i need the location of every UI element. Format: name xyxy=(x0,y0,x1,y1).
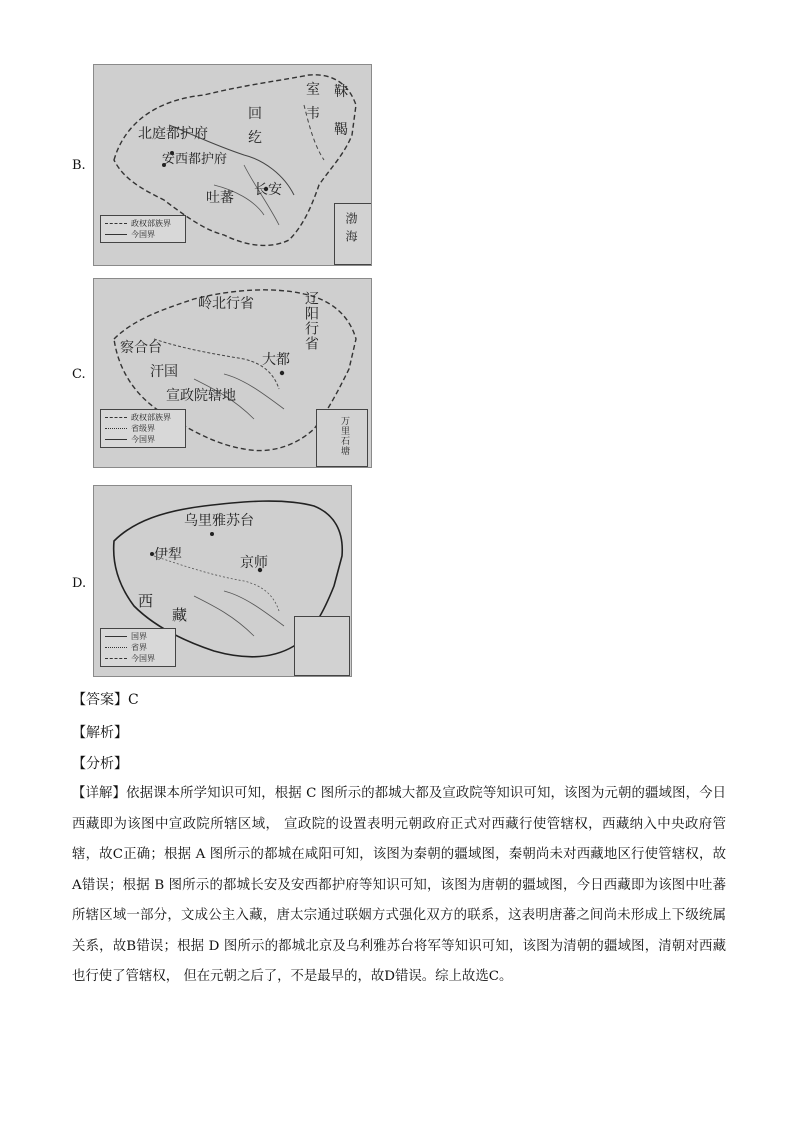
map-b-huihe-2: 纥 xyxy=(248,130,262,146)
answer-line xyxy=(72,689,139,709)
map-c-lingbei: 岭北行省 xyxy=(198,296,254,312)
map-d-xizang-2: 藏 xyxy=(172,606,188,624)
map-d-uliastai: 乌里雅苏台 xyxy=(184,513,254,529)
map-d xyxy=(93,485,352,677)
map-b-anxi: 安西都护府 xyxy=(162,152,228,167)
answer-value: C xyxy=(128,692,139,708)
map-b-inset xyxy=(334,203,372,265)
map-d-legend-1: 国界 xyxy=(131,632,147,641)
fenxi-label: 【分析】 xyxy=(72,756,128,772)
map-b xyxy=(93,64,372,266)
option-b-label: B. xyxy=(72,158,86,173)
map-b-changan: 长安 xyxy=(254,182,282,198)
map-b-shiwei-2: 韦 xyxy=(306,106,320,122)
map-c-inset-label: 万里石塘 xyxy=(339,416,349,456)
map-b-beiting: 北庭都护府 xyxy=(138,126,208,142)
map-c-legend-3: 今国界 xyxy=(131,435,155,444)
map-d-legend-2: 省界 xyxy=(131,643,147,652)
map-c-legend xyxy=(100,409,186,448)
map-b-shiwei-1: 室 xyxy=(306,82,320,98)
map-d-legend xyxy=(100,628,176,667)
answer-label: 【答案】 xyxy=(72,692,128,708)
map-b-tubo: 吐蕃 xyxy=(206,190,234,206)
map-c-chahetai-1: 察合台 xyxy=(120,340,162,356)
map-c-legend-2: 省级界 xyxy=(131,424,155,433)
option-c-label: C. xyxy=(72,367,86,382)
map-d-jingshi: 京师 xyxy=(240,555,268,571)
map-c-chahetai-2: 汗国 xyxy=(150,364,178,380)
map-c xyxy=(93,278,372,468)
detail-label: 【详解】 xyxy=(72,786,127,801)
map-c-liaoyang: 辽阳行省 xyxy=(303,291,319,351)
map-b-legend-2: 今国界 xyxy=(131,230,155,239)
detail-paragraph xyxy=(72,779,726,993)
map-c-inset xyxy=(316,409,368,467)
map-d-inset xyxy=(294,616,350,676)
detail-text: 依据课本所学知识可知，根据 C 图所示的都城大都及宣政院等知识可知，该图为元朝的疆域图，今日西藏即为该图中宣政院所辖区域， 宣政院的设置表明元朝政府正式对西藏行使管辖权，西藏纳入中央政府管辖，故C正确；根据 A 图所示的都城在咸阳可知，该图为秦朝的疆域图，秦朝尚未对西藏地区行使管辖权，故A错误；根据 B 图所示的都城长安及安西都护府等知识可知，该图为唐朝的疆域图，今日西藏即为该图中吐蕃所辖区域一部分，文成公主入藏，唐太宗通过联姻方式强化双方的联系，这表明唐蕃之间尚未形成上下级统属关系，故B错误；根据 D 图所示的都城北京及乌利雅苏台将军等知识可知，该图为清朝的疆域图，清朝对西藏也行使了管辖权， 但在元朝之后了，不是最早的，故D错误。综上故选C。 xyxy=(72,786,727,984)
map-b-legend-1: 政权部族界 xyxy=(131,219,171,228)
map-b-mohe-1: 靺 xyxy=(334,84,348,100)
map-d-xizang-1: 西 xyxy=(138,592,154,610)
analysis-label: 【解析】 xyxy=(72,725,128,741)
map-c-legend-1: 政权部族界 xyxy=(131,413,171,422)
map-d-legend-3: 今国界 xyxy=(131,654,155,663)
map-b-sea: 渤 海 xyxy=(344,212,358,243)
map-b-legend xyxy=(100,215,186,243)
option-d-label: D. xyxy=(72,576,87,591)
map-c-dadu: 大都 xyxy=(262,352,290,368)
map-b-huihe-1: 回 xyxy=(248,106,262,122)
map-c-xuanzhengyuan: 宣政院辖地 xyxy=(166,388,236,404)
map-d-yili: 伊犁 xyxy=(154,547,182,563)
map-b-mohe-2: 鞨 xyxy=(334,122,348,138)
